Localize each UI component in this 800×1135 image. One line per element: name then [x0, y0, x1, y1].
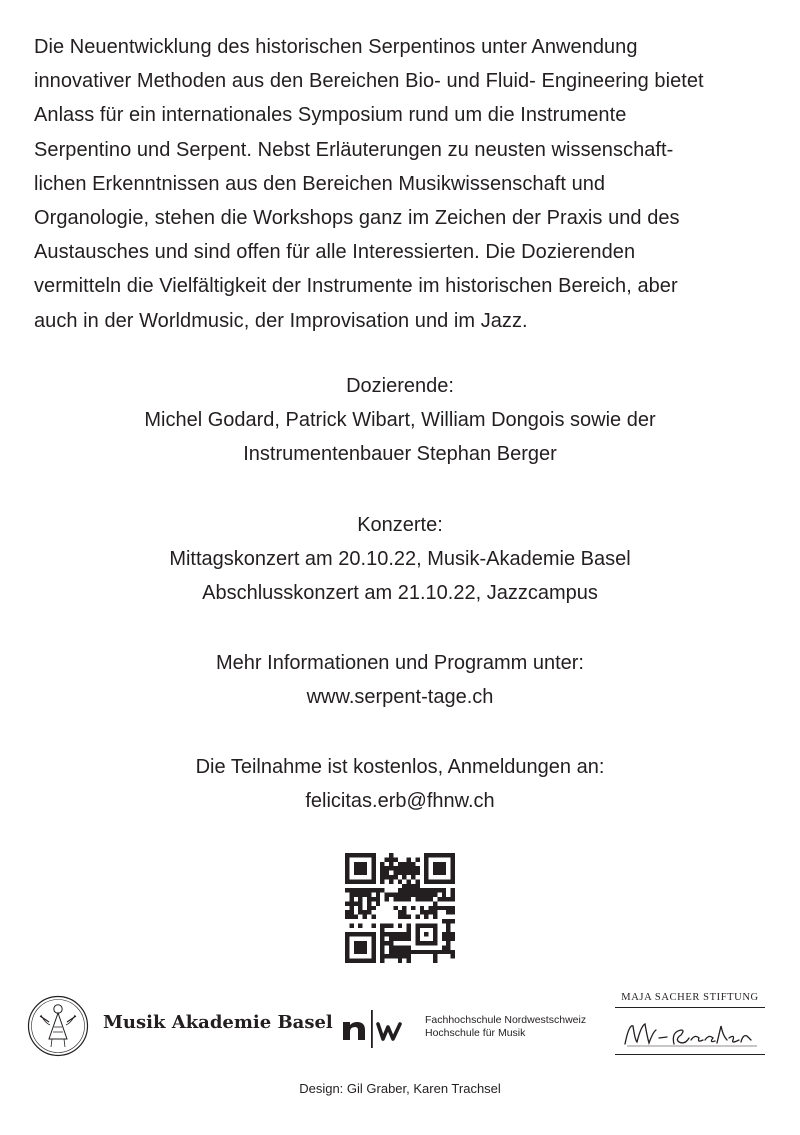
konzerte-heading: Konzerte:	[357, 514, 443, 536]
design-credit: Design: Gil Graber, Karen Trachsel	[299, 1081, 501, 1096]
intro-line: Anlass für ein internationales Symposium rund um die Instrumente	[34, 104, 627, 127]
info-section	[0, 646, 800, 714]
teilnahme-section	[0, 750, 800, 818]
musik-akademie-seal-icon	[27, 995, 89, 1057]
intro-line: auch in der Worldmusic, der Improvisation und im Jazz.	[34, 309, 528, 332]
intro-line: innovativer Methoden aus den Bereichen Bio- und Fluid- Engineering bietet	[34, 70, 704, 93]
dozierende-line: Michel Godard, Patrick Wibart, William Dongois sowie der	[144, 409, 656, 431]
fhnw-line2: Hochschule für Musik	[425, 1027, 526, 1039]
intro-line: Serpentino und Serpent. Nebst Erläuterungen zu neusten wissenschaft-	[34, 138, 674, 161]
konzert-line: Abschlusskonzert am 21.10.22, Jazzcampus	[202, 582, 598, 604]
intro-line: Austausches und sind offen für alle Interessierten. Die Dozierenden	[34, 241, 636, 264]
website-link[interactable]: www.serpent-tage.ch	[306, 686, 494, 708]
fhnw-logo	[340, 1004, 610, 1054]
divider	[615, 1054, 765, 1055]
qr-code-icon	[345, 853, 455, 963]
fhnw-line1: Fachhochschule Nordwestschweiz	[425, 1014, 587, 1026]
maja-sacher-title: MAJA SACHER STIFTUNG	[621, 992, 759, 1003]
dozierende-line: Instrumentenbauer Stephan Berger	[243, 443, 557, 465]
dozierende-heading: Dozierende:	[346, 375, 454, 397]
teilnahme-heading: Die Teilnahme ist kostenlos, Anmeldungen an:	[195, 756, 605, 778]
fhnw-text	[425, 1014, 586, 1040]
musik-akademie-name: Musik Akademie Basel	[103, 1012, 333, 1033]
intro-line: lichen Erkenntnissen aus den Bereichen Musikwissenschaft und	[34, 172, 606, 195]
fhnw-logo-icon	[340, 1008, 410, 1050]
intro-line: Organologie, stehen die Workshops ganz im Zeichen der Praxis und des	[34, 207, 680, 230]
info-heading: Mehr Informationen und Programm unter:	[216, 652, 584, 674]
musik-akademie-logo	[27, 993, 333, 1063]
konzerte-section	[0, 508, 800, 610]
maja-sacher-logo	[615, 990, 765, 1060]
divider	[615, 1007, 765, 1008]
intro-text	[34, 30, 774, 338]
intro-line: Die Neuentwicklung des historischen Serpentinos unter Anwendung	[34, 36, 638, 58]
dozierende-section	[0, 369, 800, 471]
email-link[interactable]: felicitas.erb@fhnw.ch	[305, 790, 495, 812]
intro-line: vermitteln die Vielfältigkeit der Instrumente im historischen Bereich, aber	[34, 275, 678, 298]
konzert-line: Mittagskonzert am 20.10.22, Musik-Akademie Basel	[169, 548, 631, 570]
maja-sacher-signature-icon	[619, 1016, 761, 1050]
